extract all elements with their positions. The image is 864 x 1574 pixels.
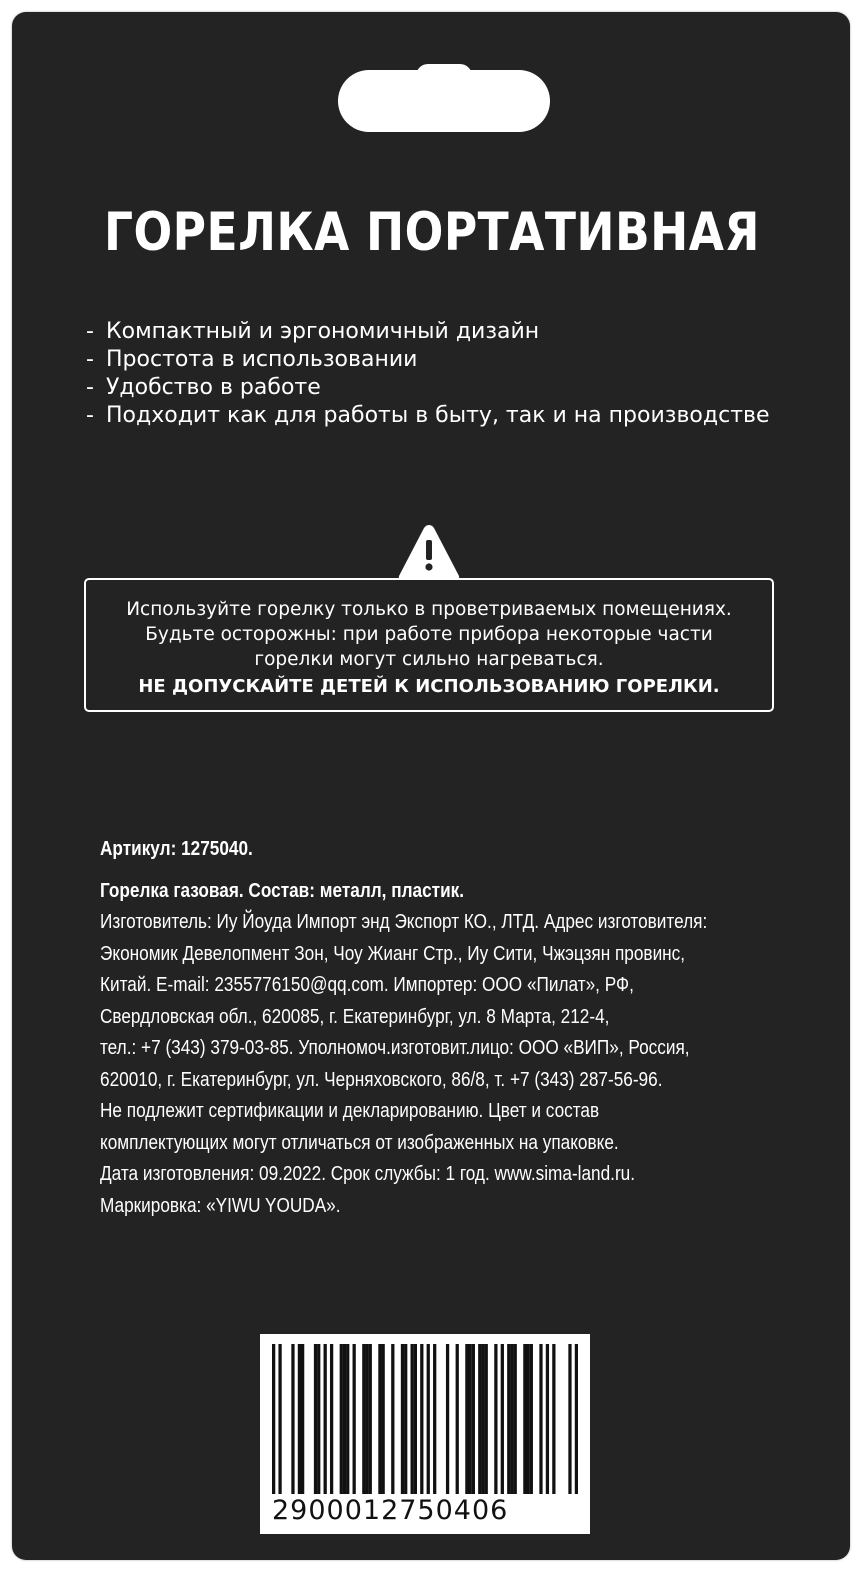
barcode-bar — [568, 1344, 571, 1494]
warning-line: горелки могут сильно нагреваться. — [254, 649, 604, 670]
info-line: 620010, г. Екатеринбург, ул. Черняховского, 86/8, т. +7 (343) 287-56-96. — [100, 1068, 663, 1091]
info-line: тел.: +7 (343) 379-03-85. Уполномоч.изготовит.лицо: ООО «ВИП», Россия, — [100, 1037, 690, 1059]
product-info — [100, 834, 780, 1222]
feature-item: - Удобство в работе — [86, 375, 321, 400]
barcode-bar — [369, 1344, 372, 1494]
barcode-bar — [330, 1344, 333, 1494]
barcode-bar — [514, 1344, 517, 1494]
barcode-bar — [510, 1344, 513, 1494]
warning-line: Используйте горелку только в проветриваемых помещениях. — [126, 599, 732, 620]
barcode-bar — [353, 1344, 356, 1494]
article-number: Артикул: 1275040. — [100, 838, 253, 860]
barcode-bar — [278, 1344, 281, 1494]
barcode-bar — [507, 1344, 510, 1494]
feature-item: - Компактный и эргономичный дизайн — [86, 319, 540, 344]
barcode-bar — [404, 1344, 407, 1494]
info-line: Изготовитель: Иу Йоуда Импорт энд Экспорт КО., ЛТД. Адрес изготовителя: — [100, 911, 708, 933]
info-line: Китай. E-mail: 2355776150@qq.com. Импортер: ООО «Пилат», РФ, — [100, 974, 634, 996]
feature-list — [86, 318, 770, 430]
info-line: Маркировка: «YIWU YOUDA». — [100, 1194, 341, 1217]
bullet-dash: - — [86, 403, 94, 428]
bullet-dash: - — [86, 347, 94, 372]
barcode-bar — [382, 1344, 385, 1494]
hang-hole-notch — [416, 64, 472, 84]
barcode-bar — [272, 1344, 275, 1494]
barcode-bar — [468, 1344, 471, 1494]
barcode-bar — [472, 1344, 475, 1494]
bullet-dash: - — [86, 375, 94, 400]
feature-item: - Подходит как для работы в быту, так и на производстве — [86, 403, 770, 428]
warning-line: Будьте осторожны: при работе прибора некоторые части — [145, 624, 713, 645]
barcode-bar — [343, 1344, 346, 1494]
bullet-dash: - — [86, 319, 94, 344]
warning-triangle-icon — [396, 522, 462, 580]
barcode-bar — [478, 1344, 481, 1494]
feature-item: - Простота в использовании — [86, 347, 418, 372]
barcode-bar — [494, 1344, 497, 1494]
product-title: ГОРЕЛКА ПОРТАТИВНАЯ — [104, 202, 760, 263]
product-composition: Горелка газовая. Состав: металл, пластик. — [100, 879, 465, 902]
barcode-bar — [401, 1344, 404, 1494]
barcode-bar — [301, 1344, 304, 1494]
barcode-bar — [420, 1344, 423, 1494]
barcode-bar — [427, 1344, 430, 1494]
barcode — [260, 1334, 590, 1534]
warning-box — [84, 578, 774, 712]
barcode-digits: 2900012750406 — [272, 1495, 509, 1526]
barcode-bar — [317, 1344, 320, 1494]
barcode-bar — [324, 1344, 327, 1494]
barcode-bars — [272, 1344, 578, 1494]
barcode-bar — [446, 1344, 449, 1494]
barcode-bar — [485, 1344, 488, 1494]
barcode-bar — [575, 1344, 578, 1494]
info-line: комплектующих могут отличаться от изображенных на упаковке. — [100, 1131, 619, 1154]
barcode-bar — [291, 1344, 294, 1494]
barcode-bar — [526, 1344, 529, 1494]
info-line: Не подлежит сертификации и декларированию. Цвет и состав — [100, 1100, 600, 1122]
barcode-bar — [365, 1344, 368, 1494]
warning-emphasis: НЕ ДОПУСКАЙТЕ ДЕТЕЙ К ИСПОЛЬЗОВАНИЮ ГОРЕЛКИ. — [138, 676, 720, 697]
barcode-bar — [411, 1344, 414, 1494]
barcode-bar — [501, 1344, 504, 1494]
info-line: Дата изготовления: 09.2022. Срок службы: 1 год. www.sima-land.ru. — [100, 1163, 636, 1185]
hang-hole — [338, 70, 550, 132]
barcode-bar — [465, 1344, 468, 1494]
info-line: Свердловская обл., 620085, г. Екатеринбург, ул. 8 Марта, 212-4, — [100, 1005, 610, 1028]
barcode-bar — [378, 1344, 381, 1494]
barcode-bar — [414, 1344, 417, 1494]
barcode-bar — [552, 1344, 555, 1494]
barcode-bar — [530, 1344, 533, 1494]
barcode-bar — [523, 1344, 526, 1494]
barcode-bar — [298, 1344, 301, 1494]
barcode-bar — [481, 1344, 484, 1494]
barcode-bar — [433, 1344, 436, 1494]
barcode-bar — [362, 1344, 365, 1494]
barcode-bar — [391, 1344, 394, 1494]
info-line: Экономик Девелопмент Зон, Чоу Жианг Стр., Иу Сити, Чжэцзян провинс, — [100, 942, 686, 965]
barcode-bar — [340, 1344, 343, 1494]
barcode-bar — [314, 1344, 317, 1494]
barcode-bar — [546, 1344, 549, 1494]
barcode-bar — [456, 1344, 459, 1494]
barcode-bar — [539, 1344, 542, 1494]
barcode-bar — [346, 1344, 349, 1494]
